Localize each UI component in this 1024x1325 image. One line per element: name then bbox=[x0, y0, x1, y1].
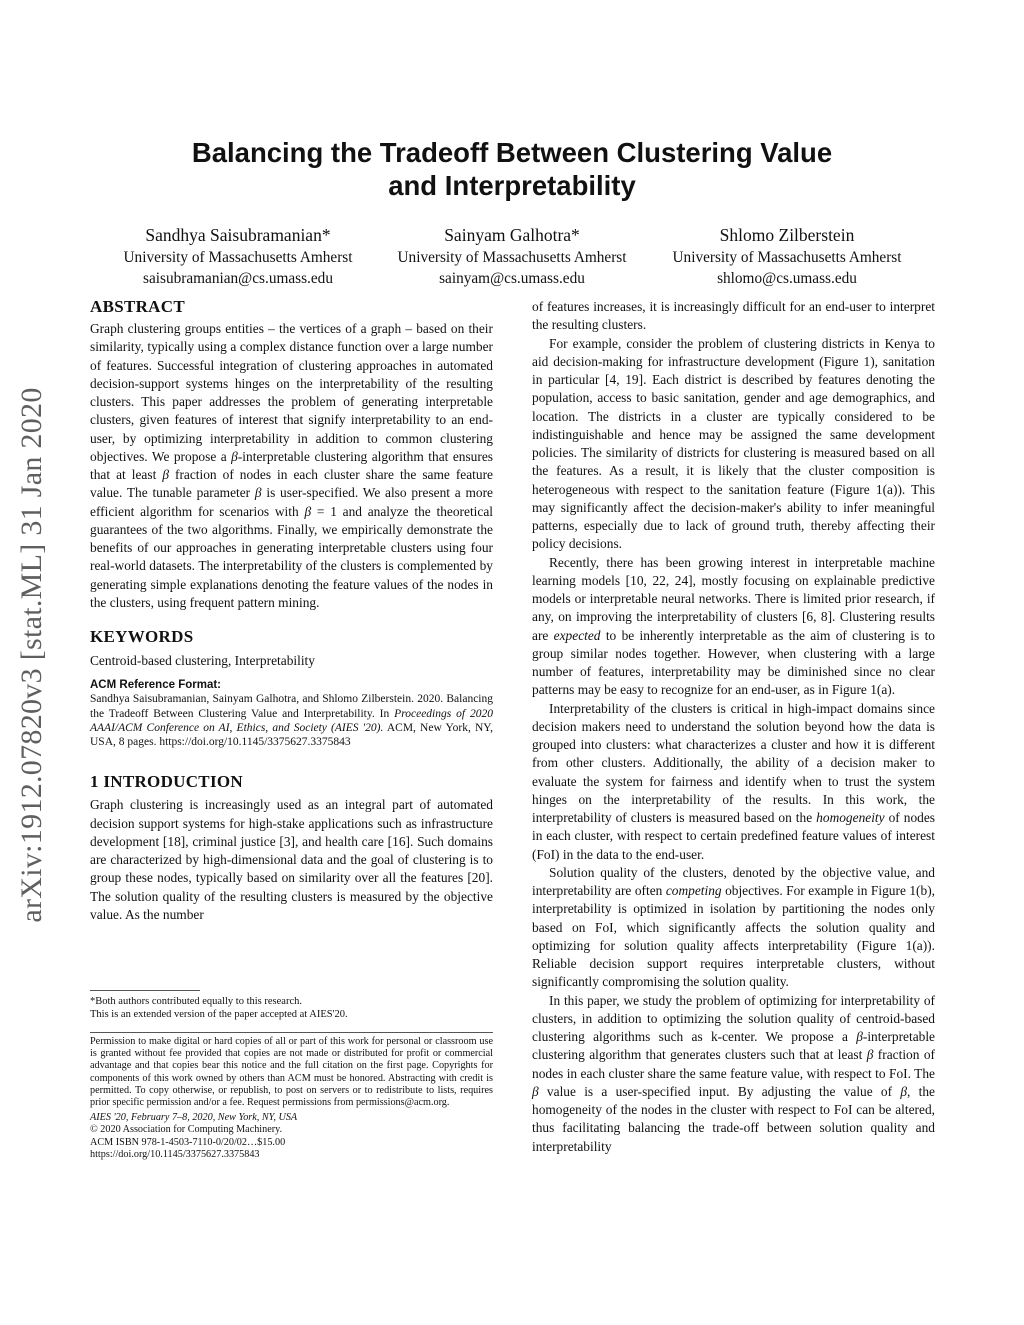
author-email: shlomo@cs.umass.edu bbox=[717, 270, 857, 287]
right-paragraph-0: of features increases, it is increasingly difficult for an end-user to interpret the resulting clusters. bbox=[532, 299, 935, 333]
author-name: Sandhya Saisubramanian* bbox=[145, 225, 331, 245]
arxiv-stamp-text: arXiv:1912.07820v3 [stat.ML] 31 Jan 2020 bbox=[15, 387, 48, 923]
left-column bbox=[90, 296, 493, 924]
author-name: Shlomo Zilberstein bbox=[719, 225, 855, 245]
doi-line: https://doi.org/10.1145/3375627.3375843 bbox=[90, 1148, 260, 1160]
right-paragraph-5: In this paper, we study the problem of optimizing for interpretability of clusters, in addition to optimizing the solution quality of centroid-based clustering algorithms such as k-center. We propose a β-interpretable clustering algorithm that generates clusters such that at least β fraction of nodes in each cluster share the same feature value, with respect to FoI. The β value is a user-specified input. By adjusting the value of β, the homogeneity of the nodes in the cluster with respect to FoI can be altered, thus facilitating balancing the trade-off between solution quality and interpretability bbox=[532, 992, 935, 1154]
permission-block bbox=[90, 1036, 493, 1161]
footnote-extended-version: This is an extended version of the paper accepted at AIES'20. bbox=[90, 1009, 348, 1020]
author-email: sainyam@cs.umass.edu bbox=[439, 270, 585, 287]
title-line-2: and Interpretability bbox=[388, 170, 636, 201]
introduction-heading: 1 INTRODUCTION bbox=[90, 772, 243, 792]
right-column bbox=[532, 298, 935, 1156]
author-affiliation: University of Massachusetts Amherst bbox=[397, 249, 627, 266]
keywords-heading: KEYWORDS bbox=[90, 627, 194, 646]
author-name: Sainyam Galhotra* bbox=[444, 225, 580, 245]
author-block-1 bbox=[93, 223, 383, 289]
permission-text: Permission to make digital or hard copies of all or part of this work for personal or classroom use is granted without fee provided that copies are not made or distributed for profit or commercial advantage and that copies bear this notice and the full citation on the first page. Copyrights for components of this work owned by others than ACM must be honored. Abstracting with credit is permitted. To copy otherwise, or republish, to post on servers or to redistribute to lists, requires prior specific permission and/or a fee. Request permissions from permissions@acm.org. bbox=[90, 1036, 493, 1109]
footnotes bbox=[90, 995, 493, 1021]
keywords-text: Centroid-based clustering, Interpretability bbox=[90, 653, 315, 668]
title-line-1: Balancing the Tradeoff Between Clustering Value bbox=[191, 137, 833, 168]
author-block-2 bbox=[367, 223, 657, 289]
abstract-heading: ABSTRACT bbox=[90, 297, 185, 316]
introduction-paragraph: Graph clustering is increasingly used as an integral part of automated decision support systems for high-stake applications such as infrastructure development [18], criminal justice [3], and health care [16]. Such domains are characterized by high-dimensional data and the goal of clustering is to group these nodes, typically based on similarity over all the features [20]. The solution quality of the resulting clusters is measured by the objective value. As the number bbox=[90, 797, 493, 922]
footnote-rule bbox=[90, 990, 200, 991]
right-paragraph-4: Solution quality of the clusters, denoted by the objective value, and interpretability are often competing objectives. For example in Figure 1(b), interpretability is optimized in isolation by partitioning the nodes only based on FoI, which significantly affects the solution quality and optimizing for solution quality affects interpretability (Figure 1(a)). Reliable decision support requires interpretable clusters, without significantly compromising the solution quality. bbox=[532, 864, 936, 990]
arxiv-stamp bbox=[8, 350, 56, 960]
permission-rule bbox=[90, 1032, 493, 1033]
right-paragraph-2: Recently, there has been growing interest in interpretable machine learning models [10, 22, 24], mostly focusing on explainable predictive models or interpretable neural networks. There is limited prior research, if any, on improving the interpretability of clusters [6, 8]. Clustering results are expected to be inherently interpretable as the aim of clustering is to group similar nodes together. However, when clustering with a large number of features, interpretability may be diminished since no clear patterns may be easy to recognize for an end-user, as in Figure 1(a). bbox=[532, 554, 935, 698]
footnote-equal-contribution: *Both authors contributed equally to this research. bbox=[90, 996, 302, 1007]
right-paragraph-1: For example, consider the problem of clustering districts in Kenya to aid decision-making for infrastructure development (Figure 1), sanitation in particular [4, 19]. Each district is described by features denoting the population, access to basic sanitation, gender and age demographics, and location. The districts in a cluster are typically considered to be indistinguishable and hence may be assigned the same development policies. The similarity of districts for clustering is measured based on all the features. As a result, it is likely that the cluster composition is heterogeneous with respect to the sanitation feature (Figure 1(a)). This may significantly affect the decision-maker's ability to infer meaningful patterns, especially due to lack of ground truth, thereby affecting their policy decisions. bbox=[532, 335, 935, 552]
author-affiliation: University of Massachusetts Amherst bbox=[672, 249, 902, 266]
acm-reference-heading: ACM Reference Format: bbox=[90, 679, 221, 692]
paper-title bbox=[140, 136, 884, 202]
author-email: saisubramanian@cs.umass.edu bbox=[143, 270, 333, 287]
author-block-3 bbox=[642, 223, 932, 289]
author-affiliation: University of Massachusetts Amherst bbox=[123, 249, 353, 266]
isbn-line: ACM ISBN 978-1-4503-7110-0/20/02…$15.00 bbox=[90, 1136, 286, 1148]
conference-line: AIES '20, February 7–8, 2020, New York, NY, USA bbox=[90, 1112, 298, 1124]
acm-reference: ACM Reference Format: Sandhya Saisubramanian, Sainyam Galhotra, and Shlomo Zilberstein. 2020. Balancing the Tradeoff Between Clustering Value and Interpretability. In Proceedings of 2020 AAAI/ACM Conference on AI, Ethics, and Society (AIES '20). ACM, New York, NY, USA, 8 pages. https://doi.org/10.1145/3375627.3375843 bbox=[90, 679, 493, 749]
right-paragraph-3: Interpretability of the clusters is critical in high-impact domains since decision makers need to understand the solution beyond how the data is grouped into clusters: what characterizes a cluster and how it is different from other clusters. Additionally, the ability of a decision maker to evaluate the system for fairness and identify when to trust the system hinges on the interpretability of the results. In this work, the interpretability of clusters is measured based on the homogeneity of nodes in each cluster, with respect to certain predefined feature values of interest (FoI) in the data to the end-user. bbox=[532, 700, 936, 862]
abstract-text: Graph clustering groups entities – the vertices of a graph – based on their similarity, typically using a complex distance function over a large number of features. Successful integration of clustering approaches in automated decision-support systems hinges on the interpretability of the resulting clusters. This paper addresses the problem of generating interpretable clusters, given features of interest that signify interpretability to an end-user, by optimizing interpretability in addition to common clustering objectives. We propose a β-interpretable clustering algorithm that ensures that at least β fraction of nodes in each cluster share the same feature value. The tunable parameter β is user-specified. We also present a more efficient algorithm for scenarios with β = 1 and analyze the theoretical guarantees of the two algorithms. Finally, we empirically demonstrate the benefits of our approaches in generating interpretable clusters using four real-world datasets. The interpretability of the clusters is complemented by generating simple explanations denoting the feature values of the nodes in the clusters, using frequent pattern mining. bbox=[90, 321, 494, 610]
copyright-line: © 2020 Association for Computing Machinery. bbox=[90, 1124, 283, 1136]
